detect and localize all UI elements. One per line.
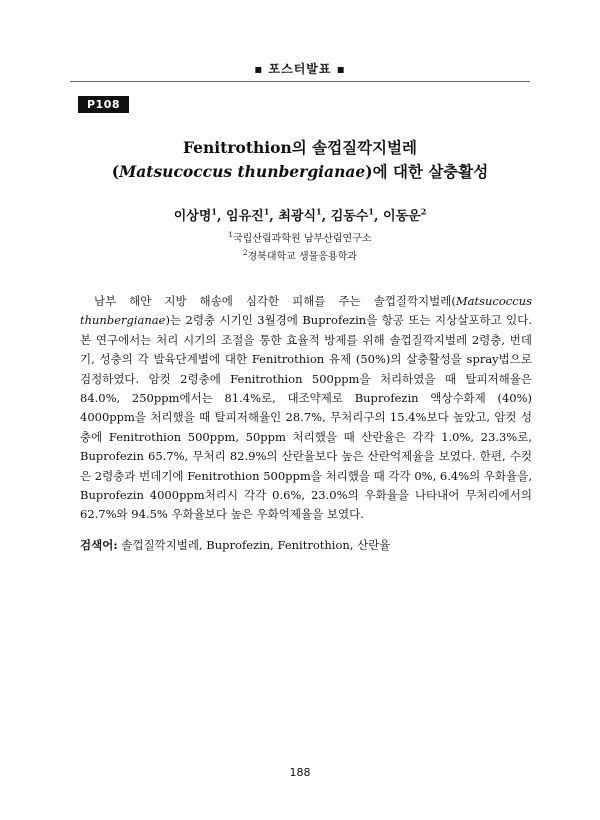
header-divider — [70, 81, 530, 82]
author-list — [60, 205, 540, 224]
title-line-2-rest: )에 대한 살충활성 — [365, 162, 489, 181]
affiliations — [60, 228, 540, 265]
page-number: 188 — [289, 766, 311, 779]
abstract-body: 남부 해안 지방 해송에 심각한 피해를 주는 솔껍질깍지벌레(Matsucoccus thunbergianae)는 2령충 시기인 3월경에 Buprofezin을 항공 또는 지상살포하고 있다. 본 연구에서는 처리 시기의 조절을 통한 효율적 방제를 위해 솔껍질깍지벌레 2령충, 번데기, 성충의 각 발육단계별에 대한 Fenitrothion 유제 (50%)의 살충활성을 spray법으로 검정하였다. 암컷 2령충에 Fenitrothion 500ppm을 처리하였을 때 탈피저해율은 84.0%, 250ppm에서는 81.4%로, 대조약제로 Buprofezin 액상수화제 (40%) 4000ppm을 처리했을 때 탈피저해율인 28.7%, 무처리구의 15.4%보다 높았고, 암컷 성충에 Fenitrothion 500ppm, 50ppm 처리했을 때 산란율은 각각 1.0%, 23.3%로, Buprofezin 65.7%, 무처리 82.9%의 산란율보다 높은 산란억제율을 보였다. 한편, 수컷은 2령충과 번데기에 Fenitrothion 500ppm을 처리했을 때 각각 0%, 6.4%의 우화율을, Buprofezin 4000ppm처리시 각각 0.6%, 23.0%의 우화율을 나타내어 무처리에서의 62.7%와 94.5% 우화율보다 높은 우화억제율을 보였다. — [80, 294, 532, 522]
title-paren-open: ( — [111, 162, 120, 181]
poster-code-badge: P108 — [78, 96, 129, 113]
author: 이상명$^1$, — [173, 206, 227, 224]
section-header: ▪ 포스터발표 ▪ — [254, 62, 346, 76]
title-scientific-name: Matsucoccus thunbergianae — [119, 162, 366, 181]
keywords-text: 솔껍질깍지벌레, Buprofezin, Fenitrothion, 산란율 — [117, 538, 391, 552]
keywords — [80, 536, 532, 554]
affiliation-1: $^1$국립산림과학원 남부산림연구소 — [228, 231, 372, 245]
author: 김동수$^1$, — [330, 206, 384, 224]
affiliation-2: $^2$경북대학교 생물응용학과 — [243, 249, 357, 263]
paper-title — [60, 136, 540, 184]
author: 임유진$^1$, — [226, 206, 279, 224]
author: 최광식$^1$, — [278, 206, 331, 224]
abstract-scientific-name: Matsucoccus thunbergianae — [80, 294, 532, 328]
title-line-2 — [60, 160, 540, 184]
keywords-label: 검색어: — [80, 538, 118, 552]
author: 이동운$^2$ — [383, 206, 427, 224]
title-line-1: Fenitrothion의 솔껍질깍지벌레 — [183, 138, 417, 157]
